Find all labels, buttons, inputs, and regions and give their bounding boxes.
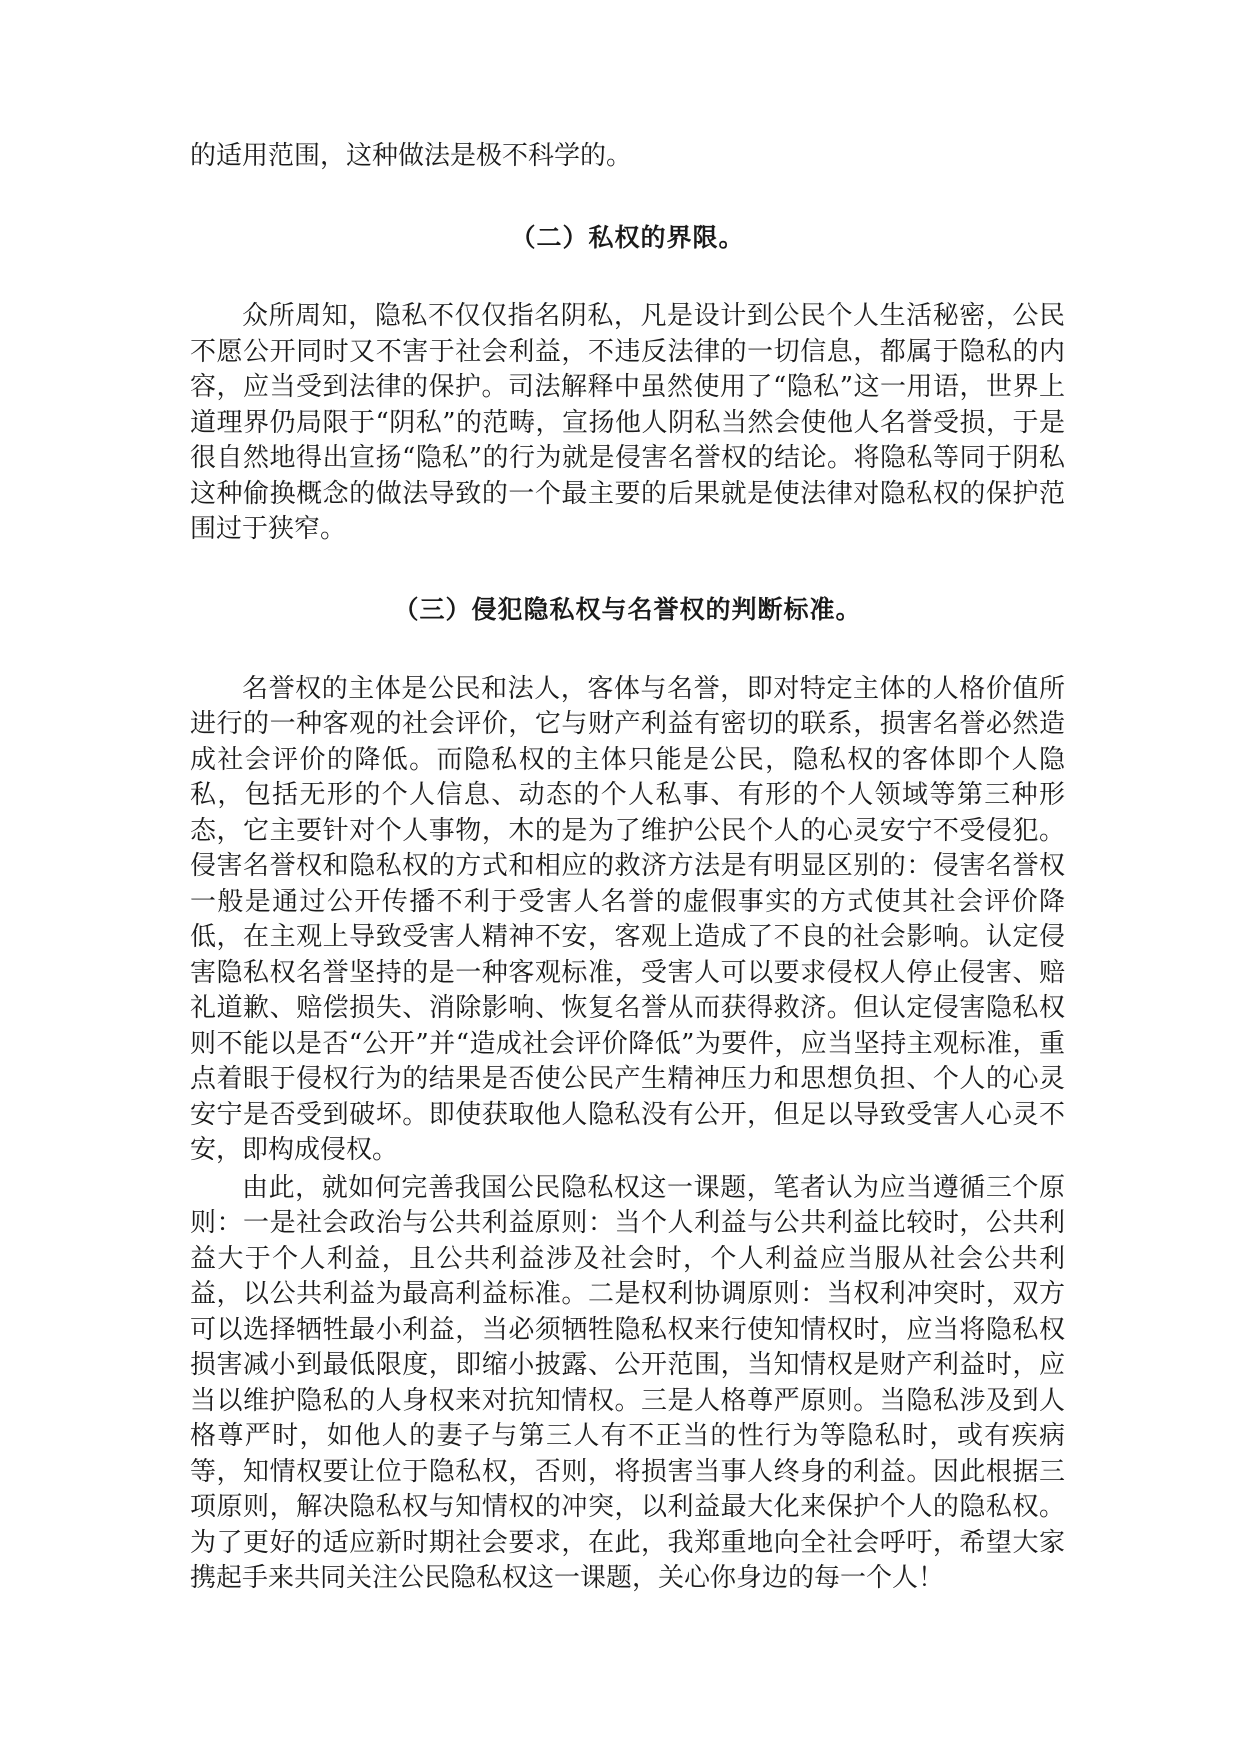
paragraph-reputation-vs-privacy: 名誉权的主体是公民和法人，客体与名誉，即对特定主体的人格价值所进行的一种客观的社会评价，它与财产利益有密切的联系，损害名誉必然造成社会评价的降低。而隐私权的主体只能是公民，隐私权的客体即个人隐私，包括无形的个人信息、动态的个人私事、有形的个人领域等第三种形态，它主要针对个人事物，木的是为了维护公民个人的心灵安宁不受侵犯。侵害名誉权和隐私权的方式和相应的救济方法是有明显区别的：侵害名誉权一般是通过公开传播不利于受害人名誉的虚假事实的方式使其社会评价降低，在主观上导致受害人精神不安，客观上造成了不良的社会影响。认定侵害隐私权名誉坚持的是一种客观标准，受害人可以要求侵权人停止侵害、赔礼道歉、赔偿损失、消除影响、恢复名誉从而获得救济。但认定侵害隐私权则不能以是否“公开”并“造成社会评价降低”为要件，应当坚持主观标准，重点着眼于侵权行为的结果是否使公民产生精神压力和思想负担、个人的心灵安宁是否受到破坏。即使获取他人隐私没有公开，但足以导致受害人心灵不安，即构成侵权。 xyxy=(190,673,1065,1165)
section-heading-private-rights-boundary: （二）私权的界限。 xyxy=(510,223,745,252)
paragraph-three-principles: 由此，就如何完善我国公民隐私权这一课题，笔者认为应当遵循三个原则：一是社会政治与公共利益原则：当个人利益与公共利益比较时，公共利益大于个人利益，且公共利益涉及社会时，个人利益应当服从社会公共利益，以公共利益为最高利益标准。二是权利协调原则：当权利冲突时，双方可以选择牺牲最小利益，当必须牺牲隐私权来行使知情权时，应当将隐私权损害减小到最低限度，即缩小披露、公开范围，当知情权是财产利益时，应当以维护隐私的人身权来对抗知情权。三是人格尊严原则。当隐私涉及到人格尊严时，如他人的妻子与第三人有不正当的性行为等隐私时，或有疾病等，知情权要让位于隐私权，否则，将损害当事人终身的利益。因此根据三项原则，解决隐私权与知情权的冲突，以利益最大化来保护个人的隐私权。为了更好的适应新时期社会要求，在此，我郑重地向全社会呼吁，希望大家携起手来共同关注公民隐私权这一课题，关心你身边的每一个人！ xyxy=(190,1172,1065,1593)
continuation-text: 的适用范围，这种做法是极不科学的。 xyxy=(190,141,633,171)
paragraph-privacy-definition: 众所周知，隐私不仅仅指名阴私，凡是设计到公民个人生活秘密，公民不愿公开同时又不害于社会利益，不违反法律的一切信息，都属于隐私的内容，应当受到法律的保护。司法解释中虽然使用了“隐私”这一用语，世界上道理界仍局限于“阴私”的范畴，宣扬他人阴私当然会使他人名誉受损，于是很自然地得出宣扬“隐私”的行为就是侵害名誉权的结论。将隐私等同于阴私这种偷换概念的做法导致的一个最主要的后果就是使法律对隐私权的保护范围过于狭窄。 xyxy=(190,301,1065,544)
section-heading-judgment-standard: （三）侵犯隐私权与名誉权的判断标准。 xyxy=(393,594,862,624)
document-page xyxy=(190,138,1065,1597)
